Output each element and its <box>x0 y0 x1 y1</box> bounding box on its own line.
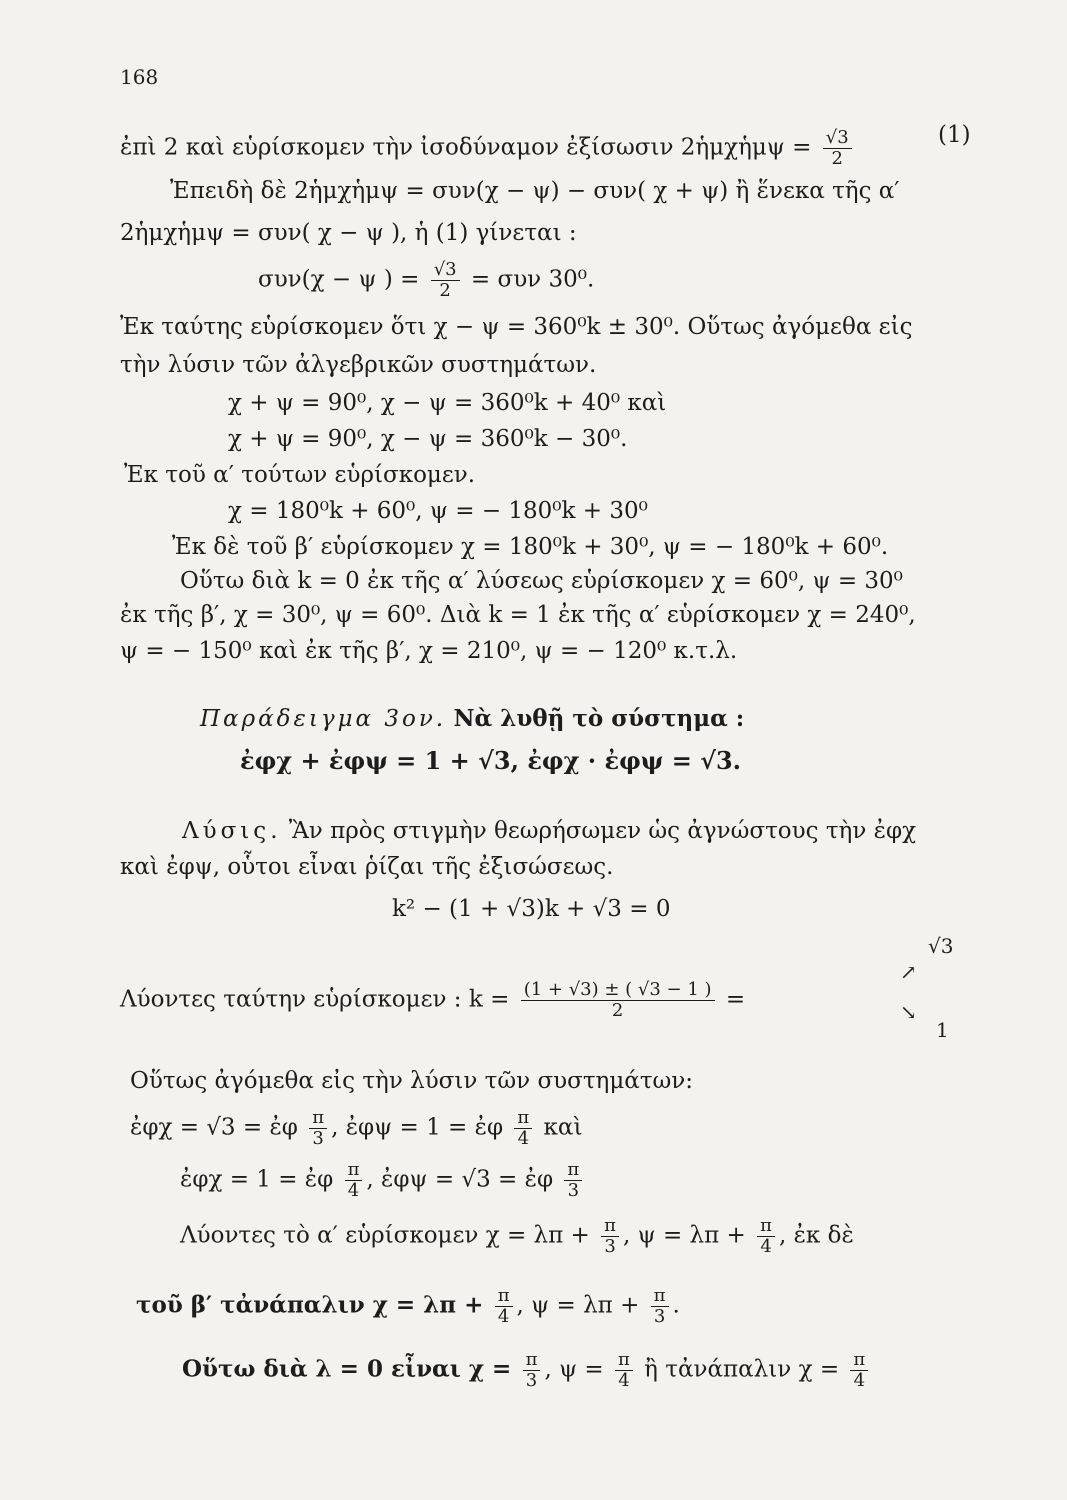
text-line-24: τοῦ β′ τἀνάπαλιν χ = λπ + $\frac{\pi}{4}$ , ψ = λπ + $\frac{\pi}{3}$ . <box>136 1285 680 1327</box>
equation-line-21: ἐφχ = √3 = ἐφ $\frac{\pi}{3}$ , ἐφψ = 1 = ἐφ $\frac{\pi}{4}$ καὶ <box>130 1107 583 1149</box>
fraction-pi-over-4: $\frac{\pi}{4}$ <box>495 1286 513 1327</box>
fraction-pi-over-4: $\frac{\pi}{4}$ <box>757 1216 775 1257</box>
equation-line-4: συν(χ − ψ ) = $\frac{√3}{2}$ = συν 30⁰. <box>258 259 595 301</box>
quadratic-equation: k² − (1 + √3)k + √3 = 0 <box>392 896 671 922</box>
equation-tag-1: (1) <box>938 122 971 148</box>
text-line-25: Οὕτω διὰ λ = 0 εἶναι χ = $\frac{\pi}{3}$ , ψ = $\frac{\pi}{4}$ ἢ τἀνάπαλιν χ = $\frac{\pi}{4}$ <box>182 1350 872 1391</box>
arrow-up-icon: ↗ <box>900 960 917 984</box>
text-line-20: Οὕτως ἀγόμεθα εἰς τὴν λύσιν τῶν συστημάτων: <box>130 1068 694 1094</box>
text-line-13: ἐκ τῆς β′, χ = 30⁰, ψ = 60⁰. Διὰ k = 1 ἐκ τῆς α′ εὑρίσκομεν χ = 240⁰, <box>120 602 916 628</box>
fraction-pi-over-3: $\frac{\pi}{3}$ <box>523 1350 541 1391</box>
system-equations: ἐφχ + ἐφψ = 1 + √3, ἐφχ · ἐφψ = √3. <box>240 746 742 775</box>
text-line-19: Λύοντες ταύτην εὑρίσκομεν : k = $\frac{(1 + √3) \pm ( √3 - 1 )}{2}$ = <box>120 979 746 1021</box>
text-line-12: Οὕτω διὰ k = 0 ἐκ τῆς α′ λύσεως εὑρίσκομεν χ = 60⁰, ψ = 30⁰ <box>180 568 903 594</box>
fraction-pi-over-3: $\frac{\pi}{3}$ <box>601 1216 619 1257</box>
text-line-2: Ἐπειδὴ δὲ 2ἡμχἡμψ = συν(χ − ψ) − συν( χ + ψ) ἢ ἕνεκα τῆς α′ <box>170 178 900 204</box>
equation-line-7: χ + ψ = 90⁰, χ − ψ = 360⁰k + 40⁰ καὶ <box>228 390 667 416</box>
fraction-pi-over-3: $\frac{\pi}{3}$ <box>564 1160 582 1201</box>
equation-line-8: χ + ψ = 90⁰, χ − ψ = 360⁰k − 30⁰. <box>228 426 628 452</box>
fraction-pi-over-4: $\frac{\pi}{4}$ <box>850 1350 868 1391</box>
fraction-sqrt3-over-2: $\frac{√3}{2}$ <box>431 260 460 301</box>
line-text: ἐπὶ 2 καὶ εὑρίσκομεν τὴν ἰσοδύναμον ἐξίσωσιν 2ἡμχἡμψ = <box>120 134 812 161</box>
page-number: 168 <box>120 65 159 89</box>
fraction-pi-over-4: $\frac{\pi}{4}$ <box>615 1350 633 1391</box>
text-line-6: τὴν λύσιν τῶν ἀλγεβρικῶν συστημάτων. <box>120 352 597 378</box>
root-sqrt3: √3 <box>928 934 954 958</box>
fraction-k-solution: $\frac{(1 + √3) \pm ( √3 - 1 )}{2}$ <box>521 980 715 1021</box>
example-heading: Παράδειγμα 3ον. Νὰ λυθῇ τὸ σύστημα : <box>200 705 745 732</box>
text-line-23: Λύοντες τὸ α′ εὑρίσκομεν χ = λπ + $\frac{\pi}{3}$ , ψ = λπ + $\frac{\pi}{4}$ , ἐκ δὲ <box>180 1215 854 1257</box>
fraction-pi-over-3: $\frac{\pi}{3}$ <box>651 1286 669 1327</box>
text-line-3: 2ἡμχἡμψ = συν( χ − ψ ), ἡ (1) γίνεται : <box>120 220 577 246</box>
text-line-16: Λύσις. Ἂν πρὸς στιγμὴν θεωρήσωμεν ὡς ἀγνώστους τὴν ἐφχ <box>182 818 917 844</box>
text-line-5: Ἐκ ταύτης εὑρίσκομεν ὅτι χ − ψ = 360⁰k ± 30⁰. Οὕτως ἀγόμεθα εἰς <box>120 314 913 340</box>
fraction-pi-over-4: $\frac{\pi}{4}$ <box>345 1160 363 1201</box>
fraction-sqrt3-over-2: $\frac{√3}{2}$ <box>823 128 852 169</box>
text-line-1 <box>120 128 856 169</box>
fraction-pi-over-4: $\frac{\pi}{4}$ <box>514 1108 532 1149</box>
equation-line-22: ἐφχ = 1 = ἐφ $\frac{\pi}{4}$ , ἐφψ = √3 = ἐφ $\frac{\pi}{3}$ <box>180 1160 586 1201</box>
text-line-14: ψ = − 150⁰ καὶ ἐκ τῆς β′, χ = 210⁰, ψ = − 120⁰ κ.τ.λ. <box>120 638 738 664</box>
text-line-11: Ἐκ δὲ τοῦ β′ εὑρίσκομεν χ = 180⁰k + 30⁰, ψ = − 180⁰k + 60⁰. <box>172 534 889 560</box>
fraction-pi-over-3: $\frac{\pi}{3}$ <box>309 1108 327 1149</box>
root-one: 1 <box>936 1018 949 1042</box>
text-line-17: καὶ ἐφψ, οὗτοι εἶναι ῥίζαι τῆς ἐξισώσεως. <box>120 854 614 880</box>
text-line-9: Ἐκ τοῦ α′ τούτων εὑρίσκομεν. <box>124 462 476 488</box>
arrow-down-icon: ↘ <box>900 1000 917 1024</box>
equation-line-10: χ = 180⁰k + 60⁰, ψ = − 180⁰k + 30⁰ <box>228 498 648 524</box>
